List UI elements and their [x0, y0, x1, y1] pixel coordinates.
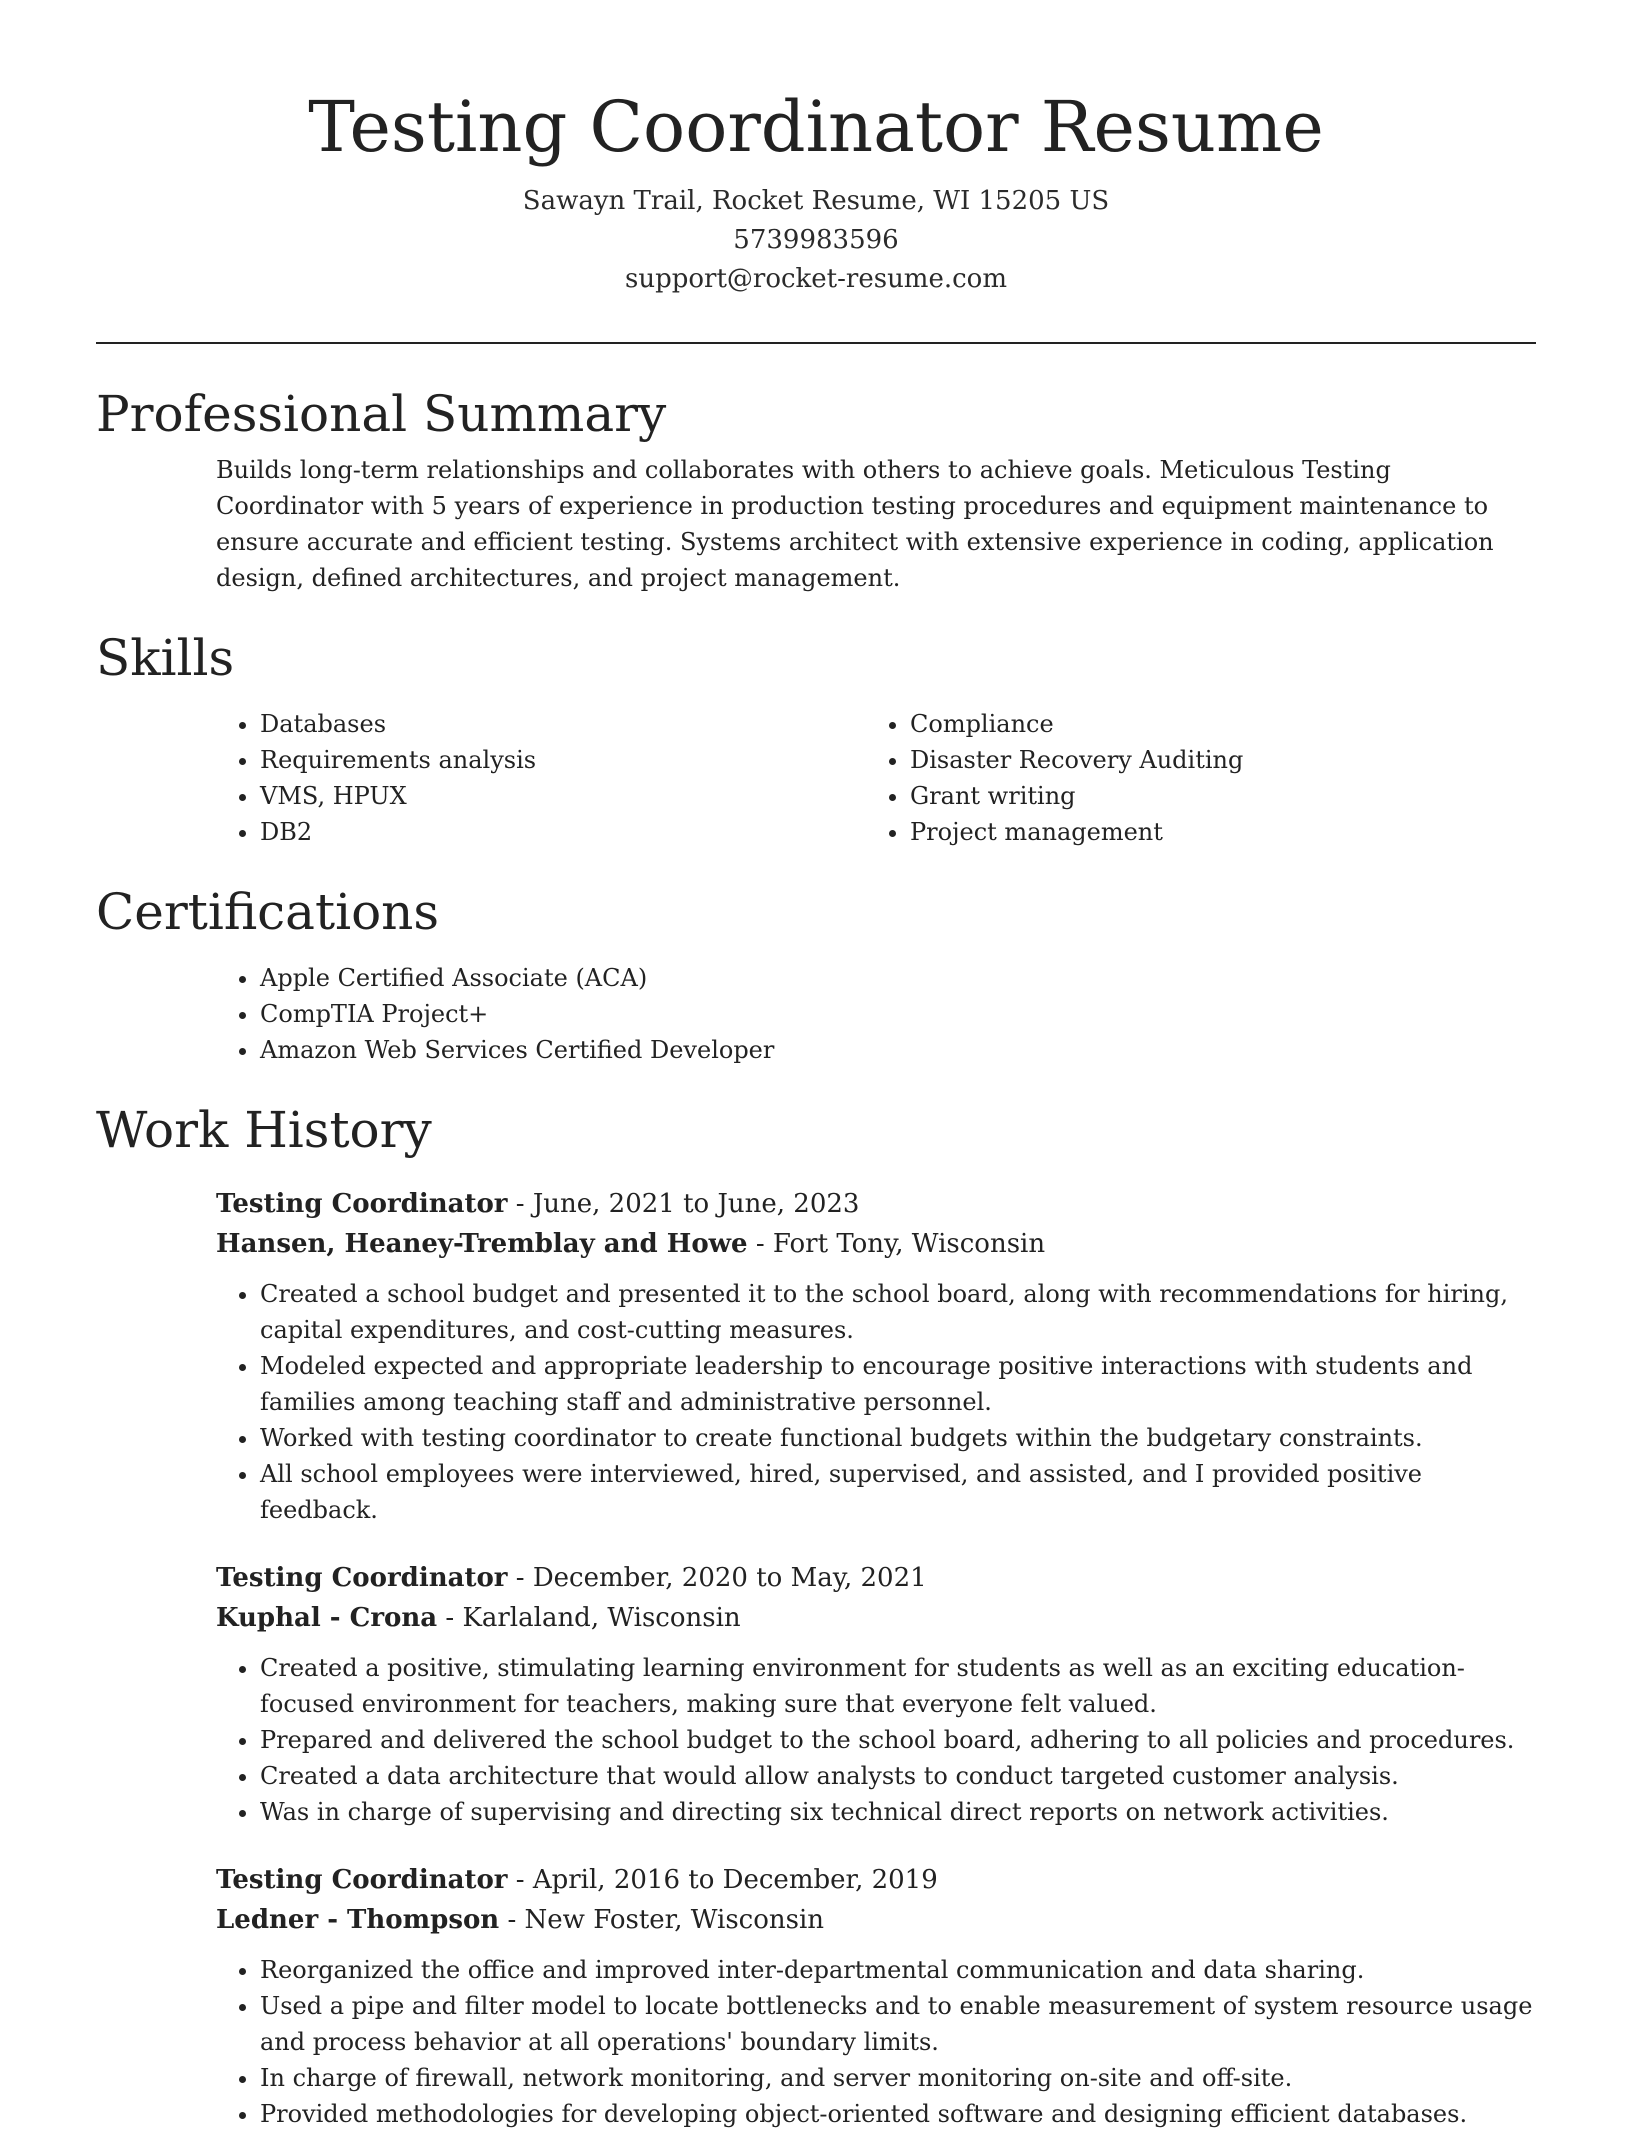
- job-bullet-list: [216, 1276, 1536, 1528]
- certification-item: • CompTIA Project+: [260, 996, 1536, 1032]
- summary-heading: Professional Summary: [96, 385, 667, 443]
- resume-body: [96, 380, 1536, 2132]
- separator: -: [445, 1603, 463, 1633]
- contact-email: support@rocket-resume.com: [624, 264, 1007, 294]
- skills-list-right: [866, 706, 1516, 850]
- job-bullet-list: [216, 1650, 1536, 1830]
- separator: -: [507, 1905, 525, 1935]
- certification-item: • Apple Certified Associate (ACA): [260, 960, 1536, 996]
- job-bullets: [216, 1650, 1536, 1830]
- separator: -: [515, 1189, 533, 1219]
- job-bullet: • Worked with testing coordinator to create functional budgets within the budgetary constraints.: [260, 1420, 1536, 1456]
- separator: -: [755, 1229, 773, 1259]
- job-location: Karlaland, Wisconsin: [462, 1603, 741, 1633]
- job-title: Testing Coordinator: [216, 1189, 508, 1219]
- job-dates: June, 2021 to June, 2023: [532, 1189, 860, 1219]
- skills-column-left: [216, 706, 866, 850]
- job-location: New Foster, Wisconsin: [524, 1905, 825, 1935]
- job-bullet-list: [216, 1952, 1536, 2132]
- contact-address: Sawayn Trail, Rocket Resume, WI 15205 US: [522, 186, 1110, 216]
- job-title: Testing Coordinator: [216, 1865, 508, 1895]
- certifications-section: [96, 878, 1536, 1068]
- contact-phone: 5739983596: [733, 225, 899, 255]
- job-company-line: [216, 1900, 1536, 1940]
- job-bullet: • Prepared and delivered the school budget to the school board, adhering to all policies and procedures.: [260, 1722, 1536, 1758]
- skill-item: • Project management: [910, 814, 1516, 850]
- job-location: Fort Tony, Wisconsin: [772, 1229, 1046, 1259]
- job-bullet: • In charge of firewall, network monitoring, and server monitoring on-site and off-site.: [260, 2060, 1536, 2096]
- header-divider: [96, 342, 1536, 344]
- skill-item: • Requirements analysis: [260, 742, 866, 778]
- job-bullets: [216, 1952, 1536, 2132]
- job-bullet: • Provided methodologies for developing object-oriented software and designing efficient databases.: [260, 2096, 1536, 2132]
- contact-info: [0, 182, 1632, 299]
- skill-item: • Compliance: [910, 706, 1516, 742]
- skill-item: • Databases: [260, 706, 866, 742]
- skill-item: • Disaster Recovery Auditing: [910, 742, 1516, 778]
- skill-item: • Grant writing: [910, 778, 1516, 814]
- job-entry: [216, 1558, 1536, 1830]
- separator: -: [515, 1865, 533, 1895]
- job-company-line: [216, 1224, 1536, 1264]
- certifications-heading: Certifications: [96, 883, 440, 941]
- certifications-list: [216, 960, 1536, 1068]
- skills-column-right: [866, 706, 1516, 850]
- summary-text: Builds long-term relationships and collaborates with others to achieve goals. Meticulous Testing Coordinator with 5 years of experience in production testing procedures and equipment maintenance to ensure accurate and efficient testing. Systems architect with extensive experience in coding, application design, defined architectures, and project management.: [216, 456, 1494, 592]
- job-bullet: • Created a school budget and presented it to the school board, along with recommendations for hiring, capital expenditures, and cost-cutting measures.: [260, 1276, 1536, 1348]
- job-company-line: [216, 1598, 1536, 1638]
- job-entry: [216, 1184, 1536, 1528]
- job-title-line: [216, 1184, 1536, 1224]
- skill-item: • DB2: [260, 814, 866, 850]
- job-bullets: [216, 1276, 1536, 1528]
- work-history-section: [96, 1096, 1536, 2132]
- certification-item: • Amazon Web Services Certified Developer: [260, 1032, 1536, 1068]
- job-company: Hansen, Heaney-Tremblay and Howe: [216, 1229, 748, 1259]
- work-history-heading: Work History: [96, 1101, 432, 1159]
- job-dates: December, 2020 to May, 2021: [532, 1563, 927, 1593]
- job-bullet: • Created a data architecture that would allow analysts to conduct targeted customer analysis.: [260, 1758, 1536, 1794]
- summary-section: [96, 380, 1536, 596]
- skill-item: • VMS, HPUX: [260, 778, 866, 814]
- skills-section: [96, 624, 1536, 850]
- separator: -: [515, 1563, 533, 1593]
- skills-columns: [216, 706, 1536, 850]
- job-bullet: • Used a pipe and filter model to locate bottlenecks and to enable measurement of system resource usage and process behavior at all operations' boundary limits.: [260, 1988, 1536, 2060]
- page-title: Testing Coordinator Resume: [308, 86, 1324, 168]
- job-bullet: • Reorganized the office and improved inter-departmental communication and data sharing.: [260, 1952, 1536, 1988]
- skills-heading: Skills: [96, 629, 235, 687]
- certifications-list-wrap: [216, 960, 1536, 1068]
- job-company: Kuphal - Crona: [216, 1603, 438, 1633]
- job-entry: [216, 1860, 1536, 2132]
- job-company: Ledner - Thompson: [216, 1905, 500, 1935]
- job-title-line: [216, 1860, 1536, 1900]
- job-bullet: • Was in charge of supervising and directing six technical direct reports on network activities.: [260, 1794, 1536, 1830]
- job-title-line: [216, 1558, 1536, 1598]
- job-bullet: • Modeled expected and appropriate leadership to encourage positive interactions with students and families among teaching staff and administrative personnel.: [260, 1348, 1536, 1420]
- job-bullet: • Created a positive, stimulating learning environment for students as well as an exciting education-focused environment for teachers, making sure that everyone felt valued.: [260, 1650, 1536, 1722]
- skills-list-left: [216, 706, 866, 850]
- job-bullet: • All school employees were interviewed, hired, supervised, and assisted, and I provided positive feedback.: [260, 1456, 1536, 1528]
- job-dates: April, 2016 to December, 2019: [532, 1865, 938, 1895]
- job-title: Testing Coordinator: [216, 1563, 508, 1593]
- resume-header: [0, 82, 1632, 299]
